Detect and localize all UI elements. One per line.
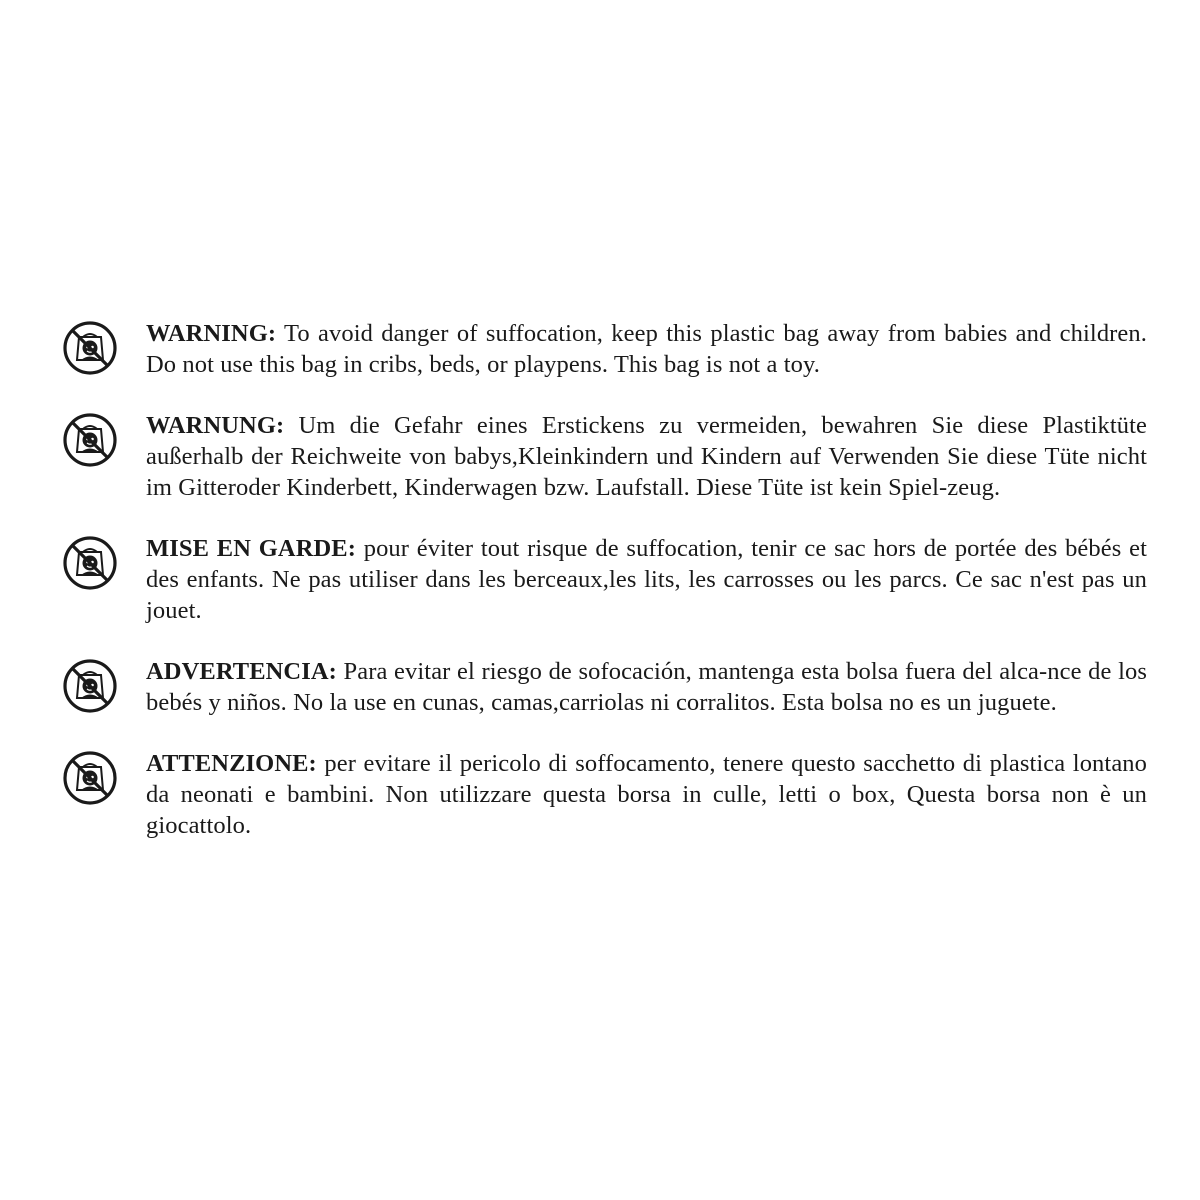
no-plastic-bag-suffocation-icon — [62, 750, 118, 806]
warnings-list — [62, 318, 1147, 871]
warning-label-fr: MISE EN GARDE: — [146, 535, 356, 562]
warning-text-en — [146, 318, 1147, 380]
warning-block-de — [62, 410, 1147, 503]
warning-label-es: ADVERTENCIA: — [146, 658, 337, 685]
warning-text-fr — [146, 533, 1147, 626]
warning-block-fr — [62, 533, 1147, 626]
warning-block-en — [62, 318, 1147, 380]
warning-block-es — [62, 656, 1147, 718]
warning-block-it — [62, 748, 1147, 841]
warning-label-de: WARNUNG: — [146, 412, 285, 439]
warning-text-it — [146, 748, 1147, 841]
warning-body-en: To avoid danger of suffocation, keep this plastic bag away from babies and children. Do not use this bag in cribs, beds, or playpens. This bag is not a toy. — [146, 320, 1147, 378]
warning-body-de: Um die Gefahr eines Erstickens zu vermeiden, bewahren Sie diese Plastiktüte außerhalb der Reichweite von babys,Kleinkindern und Kindern auf Verwenden Sie diese Tüte nicht im Gitteroder Kinderbett, Kinderwagen bzw. Laufstall. Diese Tüte ist kein Spiel-zeug. — [146, 412, 1147, 501]
warning-text-de — [146, 410, 1147, 503]
no-plastic-bag-suffocation-icon — [62, 320, 118, 376]
no-plastic-bag-suffocation-icon — [62, 535, 118, 591]
warning-body-it: per evitare il pericolo di soffocamento, tenere questo sacchetto di plastica lontano da neonati e bambini. Non utilizzare questa borsa in culle, letti o box, Questa borsa non è un giocattolo. — [146, 750, 1147, 839]
warning-label-en: WARNING: — [146, 320, 277, 347]
warning-body-fr: pour éviter tout risque de suffocation, tenir ce sac hors de portée des bébés et des enfants. Ne pas utiliser dans les berceaux,les lits, les carrosses ou les parcs. Ce sac n'est pas un jouet. — [146, 535, 1147, 624]
warning-label-it: ATTENZIONE: — [146, 750, 317, 777]
warning-body-es: Para evitar el riesgo de sofocación, mantenga esta bolsa fuera del alca-nce de los bebés y niños. No la use en cunas, camas,carriolas ni corralitos. Esta bolsa no es un juguete. — [146, 658, 1147, 716]
no-plastic-bag-suffocation-icon — [62, 412, 118, 468]
no-plastic-bag-suffocation-icon — [62, 658, 118, 714]
warning-text-es — [146, 656, 1147, 718]
